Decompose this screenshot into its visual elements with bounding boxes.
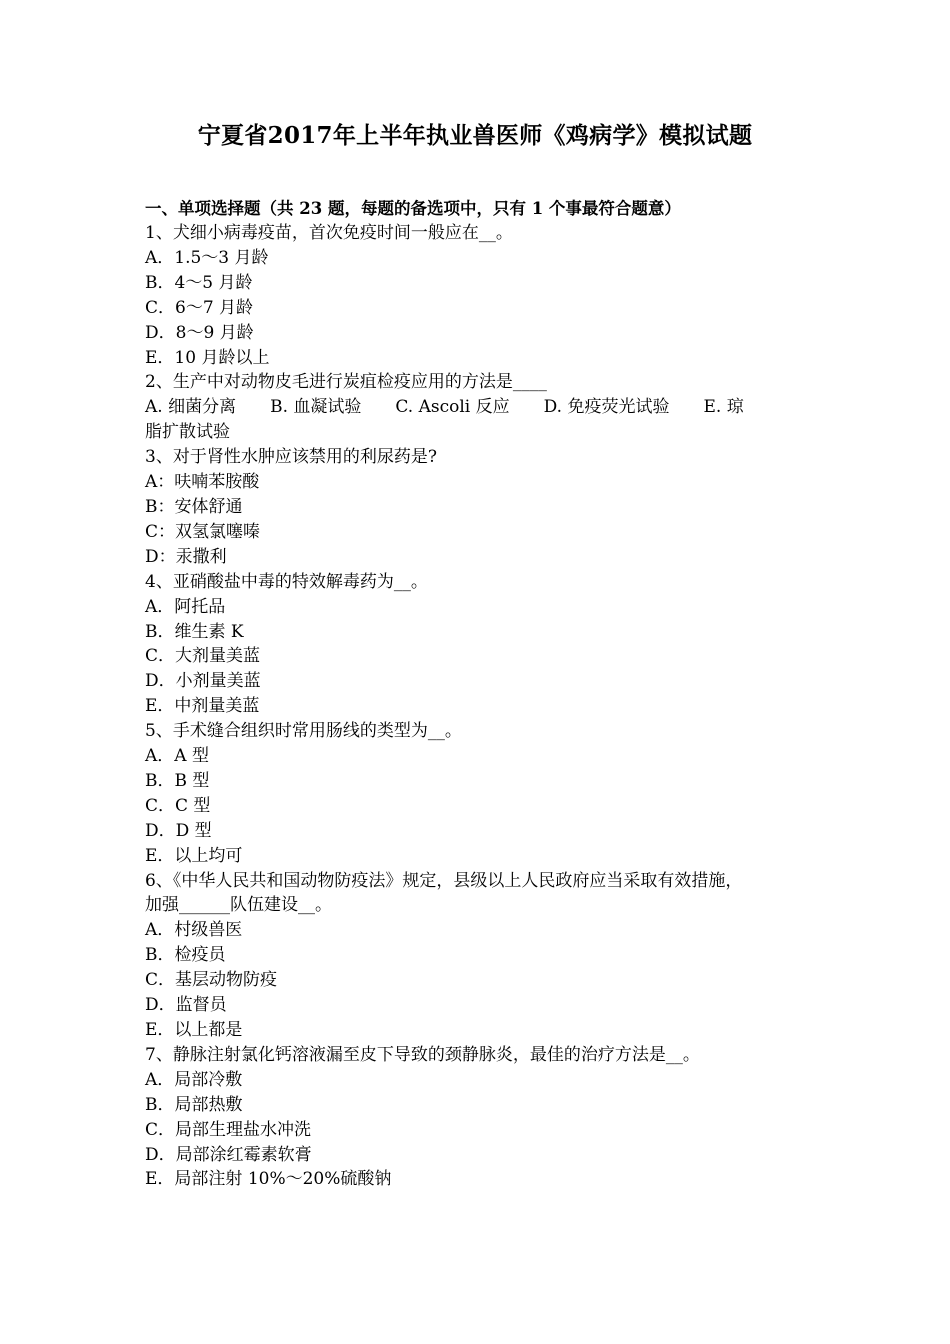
question-stem: 7、静脉注射氯化钙溶液漏至皮下导致的颈静脉炎，最佳的治疗方法是__。	[145, 1044, 700, 1065]
question-4	[145, 570, 815, 719]
option: E．以上都是	[145, 1020, 243, 1040]
option: E．局部注射 10%～20%硫酸钠	[145, 1169, 392, 1190]
option: D．D 型	[145, 820, 212, 841]
option: D. 免疫荧光试验	[543, 397, 670, 418]
option: B．B 型	[145, 770, 210, 791]
question-stem: 6、《中华人民共和国动物防疫法》规定，县级以上人民政府应当采取有效措施，	[145, 870, 743, 891]
option: B．维生素 K	[145, 621, 244, 642]
option: E．以上均可	[145, 845, 243, 866]
option: C．大剂量美蓝	[145, 646, 261, 667]
option: C. Ascoli 反应	[395, 397, 510, 418]
option: B．局部热敷	[145, 1094, 243, 1115]
option: C．局部生理盐水冲洗	[145, 1119, 312, 1140]
section-heading: 一、单项选择题（共 23 题，每题的备选项中，只有 1 个事最符合题意）	[145, 199, 681, 218]
option: C．C 型	[145, 795, 211, 816]
option: A：呋喃苯胺酸	[145, 472, 260, 493]
option: A．A 型	[145, 746, 209, 767]
option: A. 细菌分离	[145, 397, 237, 418]
option: C．6～7 月龄	[145, 297, 254, 318]
option: A．局部冷敷	[145, 1069, 243, 1090]
option: D．8～9 月龄	[145, 322, 254, 343]
option: E．10 月龄以上	[145, 347, 270, 368]
option: A．1.5～3 月龄	[145, 247, 269, 268]
question-stem-continuation: 加强______队伍建设__。	[145, 895, 332, 916]
question-stem: 4、亚硝酸盐中毒的特效解毒药为__。	[145, 571, 428, 592]
option: D．小剂量美蓝	[145, 671, 261, 692]
question-stem: 2、生产中对动物皮毛进行炭疽检疫应用的方法是____	[145, 372, 547, 393]
document-title: 宁夏省2017年上半年执业兽医师《鸡病学》模拟试题	[197, 122, 753, 149]
option: B：安体舒通	[145, 496, 243, 517]
option: E. 琼	[703, 397, 744, 418]
option: B．检疫员	[145, 945, 226, 966]
question-7	[145, 1043, 815, 1192]
option: E．中剂量美蓝	[145, 696, 260, 717]
question-stem: 1、犬细小病毒疫苗，首次免疫时间一般应在__。	[145, 223, 513, 243]
option: C：双氢氯噻嗪	[145, 521, 261, 542]
option: B．4～5 月龄	[145, 272, 253, 293]
option: D．局部涂红霉素软膏	[145, 1144, 312, 1165]
question-5	[145, 719, 815, 868]
question-1	[145, 221, 815, 370]
question-6	[145, 869, 815, 1043]
question-stem: 5、手术缝合组织时常用肠线的类型为__。	[145, 721, 462, 742]
question-2	[145, 370, 815, 445]
option: A．村级兽医	[145, 920, 243, 941]
option-continuation: 脂扩散试验	[145, 422, 230, 443]
question-3	[145, 445, 815, 570]
option: C．基层动物防疫	[145, 970, 278, 991]
option: D．监督员	[145, 995, 227, 1016]
option: A．阿托品	[145, 596, 226, 617]
document-body	[145, 196, 815, 1192]
option: D：汞撒利	[145, 546, 227, 567]
inline-options	[145, 395, 815, 420]
question-stem: 3、对于肾性水肿应该禁用的利尿药是?	[145, 447, 437, 468]
option: B. 血凝试验	[270, 397, 362, 418]
